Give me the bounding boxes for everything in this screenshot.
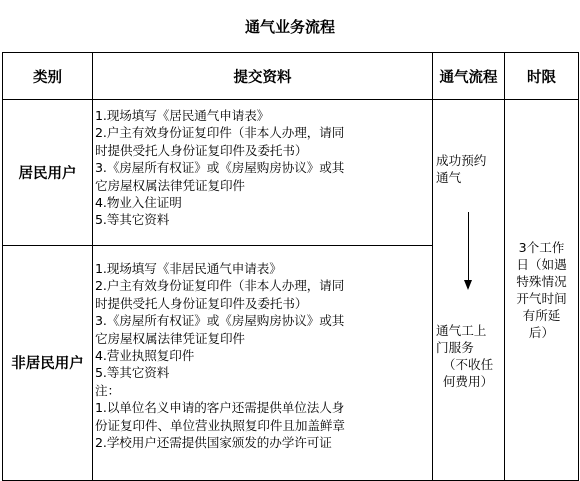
header-row [3, 53, 579, 100]
doc-line: 注： [95, 382, 120, 398]
documents-resident [93, 100, 433, 246]
time-limit-line: 特殊情况 [516, 274, 567, 289]
doc-line: 3.《房屋所有权证》或《房屋购房协议》或其 [95, 160, 345, 176]
doc-line: 1.现场填写《非居民通气申请表》 [95, 260, 282, 276]
process-step-booking [436, 152, 500, 186]
process-cell [433, 100, 505, 481]
category-non-resident: 非居民用户 [3, 245, 93, 480]
doc-line: 4.营业执照复印件 [95, 347, 195, 363]
doc-line: 它房屋权属法律凭证复印件 [95, 330, 245, 346]
doc-line: 5.等其它资料 [95, 365, 170, 381]
doc-line: 2.户主有效身份证复印件（非本人办理，请同 [95, 278, 345, 294]
doc-line: 2.学校用户还需提供国家颁发的办学许可证 [95, 434, 332, 450]
page-title: 通气业务流程 [244, 17, 335, 36]
doc-line: 4.物业入住证明 [95, 195, 182, 211]
time-limit-line: 后） [528, 325, 555, 340]
doc-line: 份证复印件、单位营业执照复印件且加盖鲜章 [95, 417, 345, 433]
doc-line: 2.户主有效身份证复印件（非本人办理，请同 [95, 125, 345, 141]
process-table [2, 52, 579, 481]
documents-non-resident [93, 245, 433, 480]
process-text-line: 何费用） [442, 374, 494, 389]
time-limit-line: 开气时间 [516, 291, 567, 306]
process-text-line: 成功预约 [436, 153, 487, 168]
process-text-line: 通气工上 [436, 323, 487, 338]
header-category: 类别 [3, 53, 93, 100]
process-text-line: 门服务 [436, 340, 474, 355]
process-text-line: 通气 [436, 170, 462, 185]
category-resident: 居民用户 [3, 100, 93, 246]
header-process: 通气流程 [433, 53, 505, 100]
doc-line: 时提供受托人身份证复印件及委托书） [95, 295, 308, 311]
time-limit-cell [505, 100, 579, 481]
doc-line: 5.等其它资料 [95, 212, 170, 228]
header-time-limit: 时限 [505, 53, 579, 100]
time-limit-line: 有所延 [522, 308, 561, 323]
doc-line: 1.以单位名义申请的客户还需提供单位法人身 [95, 400, 345, 416]
row-resident [3, 100, 579, 246]
process-text-line: （不收任 [442, 357, 494, 372]
doc-line: 它房屋权属法律凭证复印件 [95, 177, 245, 193]
doc-line: 3.《房屋所有权证》或《房屋购房协议》或其 [95, 313, 345, 329]
header-documents: 提交资料 [93, 53, 433, 100]
doc-line: 1.现场填写《居民通气申请表》 [95, 108, 270, 123]
doc-line: 时提供受托人身份证复印件及委托书） [95, 142, 308, 158]
process-step-service [436, 322, 500, 390]
time-limit-line: 3个工作 [518, 240, 565, 255]
time-limit-line: 日（如遇 [516, 257, 567, 272]
